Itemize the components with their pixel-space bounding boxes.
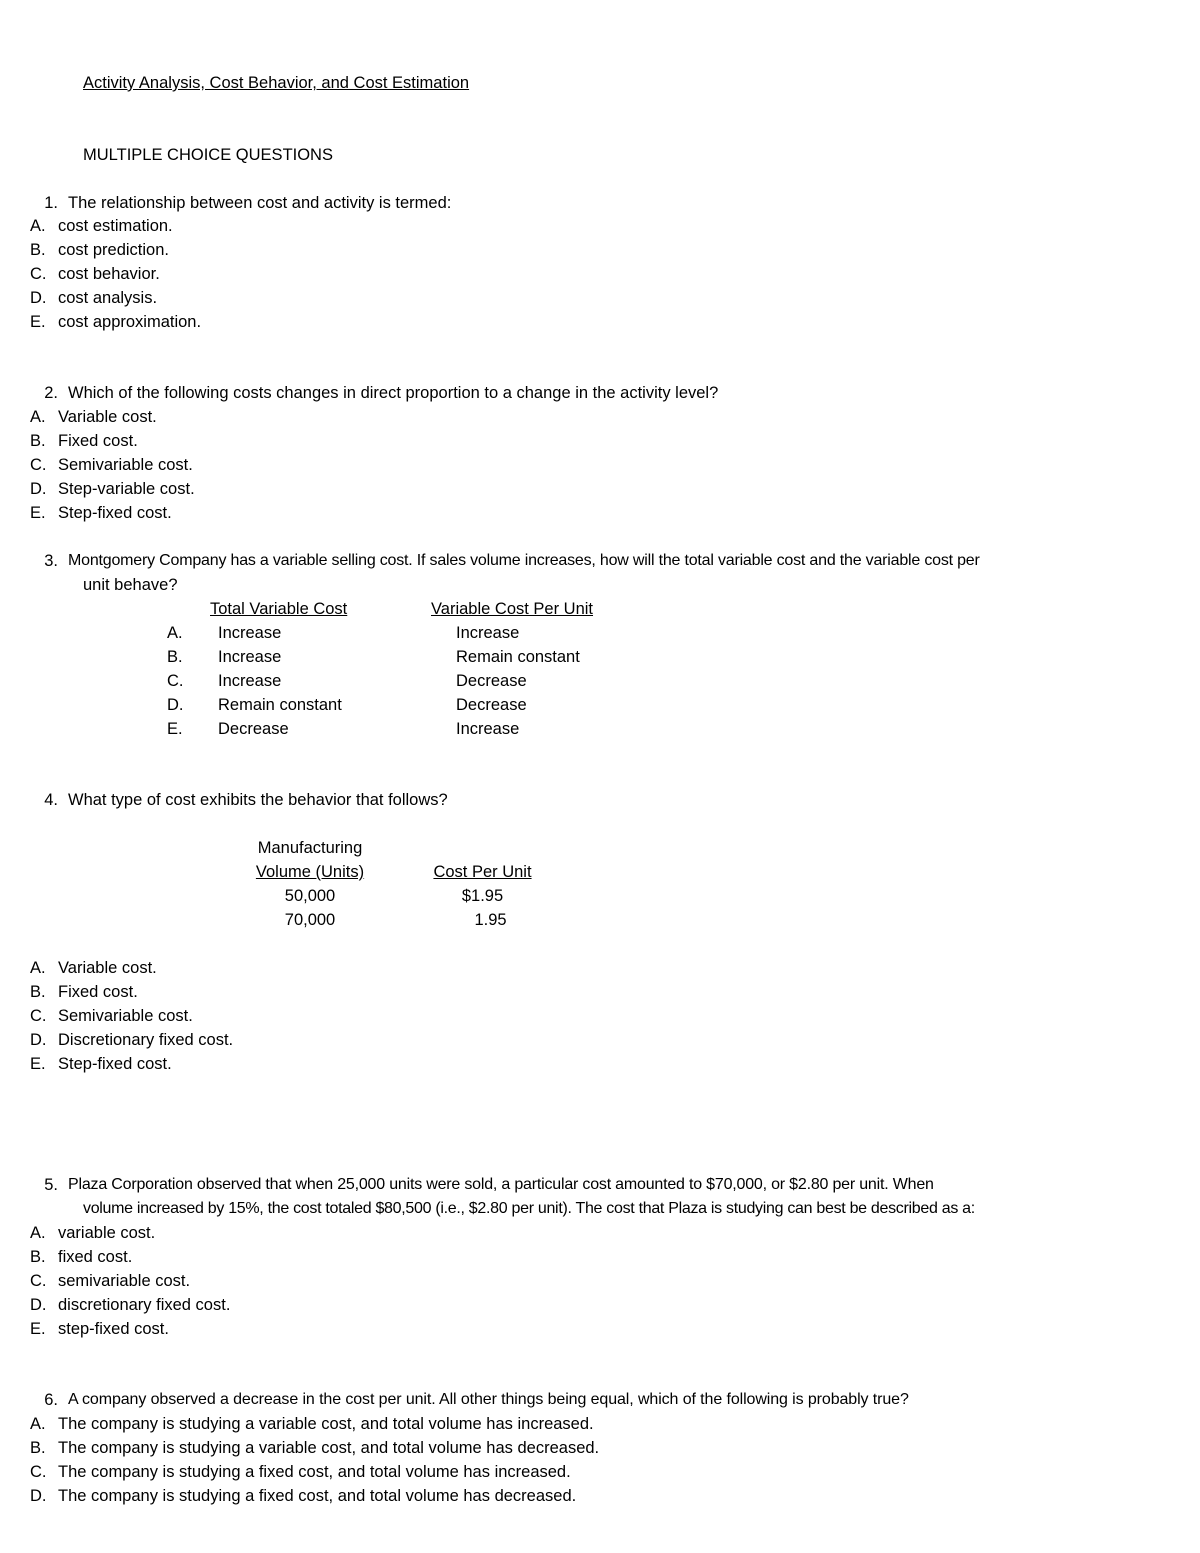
option-text: step-fixed cost.: [58, 1320, 169, 1338]
option-text: cost approximation.: [58, 313, 202, 331]
question-text-continued: unit behave?: [83, 576, 178, 594]
column-header-cost-per-unit: Cost Per Unit: [433, 863, 532, 881]
option-letter: C.: [30, 1272, 47, 1290]
option-letter: E.: [30, 1320, 46, 1338]
variable-cost-per-unit-cell: Remain constant: [456, 648, 580, 666]
option-letter: C.: [30, 1463, 47, 1481]
option-text: Discretionary fixed cost.: [58, 1031, 234, 1049]
question-text: Plaza Corporation observed that when 25,000 units were sold, a particular cost amounted to $70,000, or $2.80 per unit. When: [68, 1176, 934, 1193]
variable-cost-per-unit-cell: Increase: [456, 624, 520, 642]
option-text: The company is studying a fixed cost, and total volume has increased.: [58, 1463, 571, 1481]
option-text: cost prediction.: [58, 241, 169, 259]
option-text: cost analysis.: [58, 289, 158, 307]
total-variable-cost-cell: Decrease: [218, 720, 289, 738]
option-text: discretionary fixed cost.: [58, 1296, 231, 1314]
total-variable-cost-cell: Increase: [218, 672, 282, 690]
total-variable-cost-cell: Remain constant: [218, 696, 342, 714]
section-heading: MULTIPLE CHOICE QUESTIONS: [83, 146, 333, 164]
option-letter: A.: [30, 408, 46, 426]
question-text: The relationship between cost and activity is termed:: [68, 194, 452, 212]
cost-per-unit-cell: 1.95: [474, 911, 507, 929]
option-letter: D.: [30, 1031, 47, 1049]
question-text: What type of cost exhibits the behavior that follows?: [68, 791, 448, 809]
option-text: Variable cost.: [58, 959, 157, 977]
option-letter: B.: [30, 1439, 46, 1457]
total-variable-cost-cell: Increase: [218, 624, 282, 642]
option-text: The company is studying a variable cost, and total volume has increased.: [58, 1415, 594, 1433]
option-text: cost behavior.: [58, 265, 160, 283]
question-number: 6.: [44, 1391, 58, 1409]
option-text: Fixed cost.: [58, 983, 138, 1001]
option-letter: B.: [30, 1248, 46, 1266]
question-number: 2.: [44, 384, 58, 402]
option-letter: D.: [30, 480, 47, 498]
option-letter: D.: [30, 289, 47, 307]
option-letter: D.: [30, 1487, 47, 1505]
cost-per-unit-cell: $1.95: [461, 887, 504, 905]
option-letter: B.: [30, 432, 46, 450]
option-letter: A.: [30, 217, 46, 235]
option-text: Variable cost.: [58, 408, 157, 426]
option-text: Semivariable cost.: [58, 456, 193, 474]
option-letter: D.: [30, 1296, 47, 1314]
option-letter: E.: [167, 720, 183, 738]
question-number: 1.: [44, 194, 58, 212]
option-text: semivariable cost.: [58, 1272, 191, 1290]
question-text-continued: volume increased by 15%, the cost totaled $80,500 (i.e., $2.80 per unit). The cost that Plaza is studying can best be described as a:: [83, 1200, 975, 1217]
variable-cost-per-unit-cell: Decrease: [456, 672, 527, 690]
option-text: Semivariable cost.: [58, 1007, 193, 1025]
option-letter: E.: [30, 504, 46, 522]
volume-cell: 70,000: [284, 911, 336, 929]
option-letter: A.: [167, 624, 183, 642]
column-header-manufacturing: Manufacturing: [257, 839, 363, 857]
option-letter: D.: [167, 696, 184, 714]
variable-cost-per-unit-cell: Increase: [456, 720, 520, 738]
option-letter: C.: [30, 456, 47, 474]
question-text: Which of the following costs changes in direct proportion to a change in the activity level?: [68, 384, 719, 402]
question-number: 4.: [44, 791, 58, 809]
option-text: variable cost.: [58, 1224, 156, 1242]
option-letter: E.: [30, 313, 46, 331]
question-number: 3.: [44, 552, 58, 570]
option-text: The company is studying a fixed cost, and total volume has decreased.: [58, 1487, 577, 1505]
option-letter: E.: [30, 1055, 46, 1073]
option-letter: A.: [30, 1415, 46, 1433]
option-text: Step-variable cost.: [58, 480, 195, 498]
column-header-variable-cost-per-unit: Variable Cost Per Unit: [431, 600, 594, 618]
option-letter: B.: [30, 983, 46, 1001]
option-text: fixed cost.: [58, 1248, 133, 1266]
option-text: Step-fixed cost.: [58, 504, 172, 522]
option-text: cost estimation.: [58, 217, 173, 235]
option-letter: B.: [167, 648, 183, 666]
option-text: Step-fixed cost.: [58, 1055, 172, 1073]
option-letter: B.: [30, 241, 46, 259]
option-letter: C.: [167, 672, 184, 690]
volume-cell: 50,000: [284, 887, 336, 905]
total-variable-cost-cell: Increase: [218, 648, 282, 666]
variable-cost-per-unit-cell: Decrease: [456, 696, 527, 714]
column-header-total-variable-cost: Total Variable Cost: [210, 600, 348, 618]
option-letter: C.: [30, 265, 47, 283]
document-title: Activity Analysis, Cost Behavior, and Cost Estimation: [83, 74, 470, 92]
option-letter: A.: [30, 1224, 46, 1242]
question-text: Montgomery Company has a variable selling cost. If sales volume increases, how will the total variable cost and the variable cost per: [68, 552, 980, 569]
option-letter: C.: [30, 1007, 47, 1025]
question-number: 5.: [44, 1176, 58, 1194]
option-letter: A.: [30, 959, 46, 977]
question-text: A company observed a decrease in the cost per unit. All other things being equal, which of the following is probably true?: [68, 1391, 909, 1408]
column-header-volume-units: Volume (Units): [255, 863, 365, 881]
option-text: Fixed cost.: [58, 432, 138, 450]
option-text: The company is studying a variable cost, and total volume has decreased.: [58, 1439, 600, 1457]
